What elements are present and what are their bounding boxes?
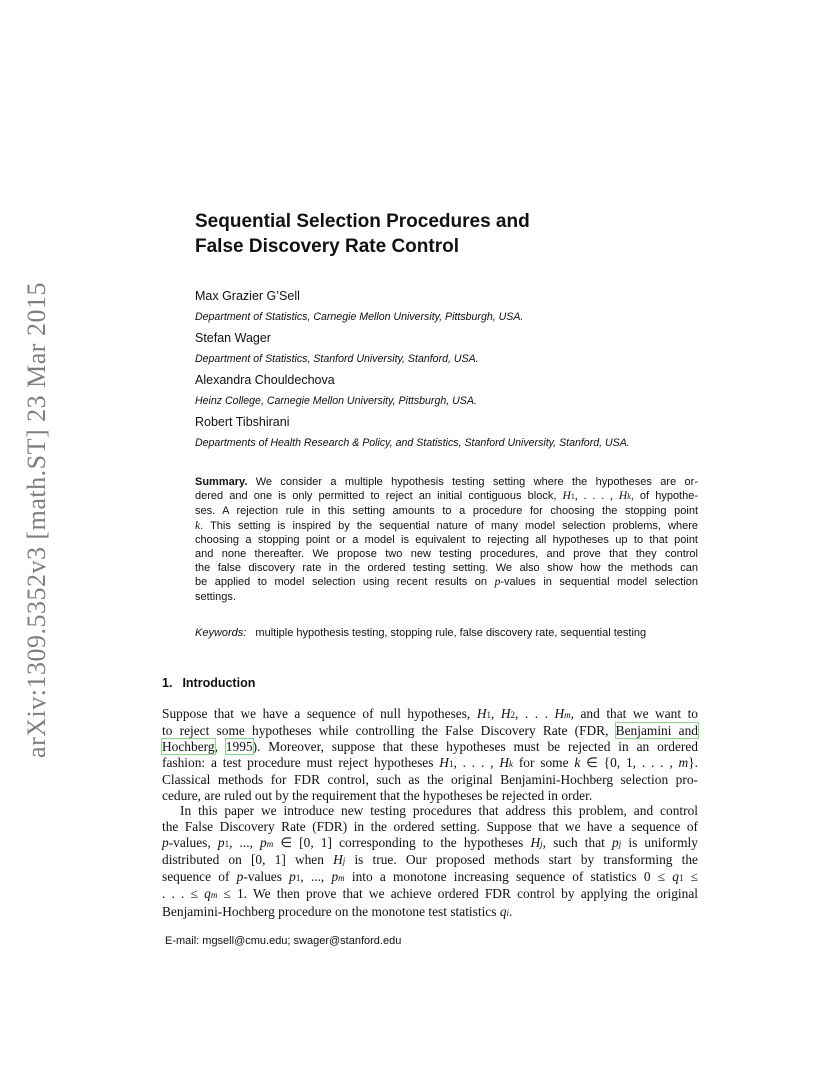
summary-line-1: We consider a multiple hypothesis testing setting where the hypotheses are or- xyxy=(255,476,698,488)
math-h1-hk: H xyxy=(562,490,571,503)
intro-paragraph-2: In this paper we introduce new testing procedures that address this problem, and control the False Discovery Rate (FDR) in the ordered setting. Suppose that we have a sequence of p-values, p1, ..., pm ∈ [0, 1] corresponding to the hypotheses Hj, such that pj is uniformly distributed on [0, 1] when Hj is true. Our proposed methods start by transforming the sequence of p-values p1, ..., pm into a monotone increasing sequence of statistics 0 ≤ q1 ≤ . . . ≤ qm ≤ 1. We then prove that we achieve ordered FDR control by applying the original Benjamini-Hochberg procedure on the monotone test statistics qi. xyxy=(162,803,698,919)
citation-link-benjamini[interactable]: Benjamini and xyxy=(615,723,698,739)
author-affiliation-2: Department of Statistics, Stanford University, Stanford, USA. xyxy=(195,353,479,365)
author-affiliation-4: Departments of Health Research & Policy, and Statistics, Stanford University, Stanford, USA. xyxy=(195,437,630,449)
author-name-1: Max Grazier G’Sell xyxy=(195,289,300,303)
keywords-label: Keywords: xyxy=(195,627,247,639)
section-number: 1. xyxy=(162,676,173,690)
author-name-3: Alexandra Chouldechova xyxy=(195,373,335,387)
summary-line-5: choosing a stopping point or a model is equivalent to rejecting all hypotheses up to that point xyxy=(195,533,698,546)
citation-link-hochberg[interactable]: Hochberg xyxy=(162,739,215,755)
section-heading-introduction xyxy=(162,676,255,690)
summary-line-6: and none thereafter. We propose two new testing procedures, and prove that they control xyxy=(195,548,698,561)
summary-line-2b: , of hypothe- xyxy=(630,490,699,503)
title-line-2: False Discovery Rate Control xyxy=(195,236,459,257)
section-title: Introduction xyxy=(182,676,256,690)
intro-paragraph-1: Suppose that we have a sequence of null hypotheses, H1, H2, . . . Hm, and that we want to to reject some hypotheses while controlling the False Discovery Rate (FDR, Benjamini and Hochberg, 1995). Moreover, suppose that these hypotheses must be rejected in an ordered fashion: a test procedure must reject hypotheses H1, . . . , Hk for some k ∈ {0, 1, . . . , m}. Classical methods for FDR control, such as the original Benjamini-Hochberg selection pro- cedure, are ruled out by the requirement that the hypotheses be rejected in order. xyxy=(162,706,698,804)
summary-line-7: the false discovery rate in the ordered testing setting. We also show how the methods can xyxy=(195,562,698,575)
author-affiliation-3: Heinz College, Carnegie Mellon University, Pittsburgh, USA. xyxy=(195,395,477,407)
paper-title xyxy=(195,209,675,259)
summary-line-8b: -values in sequential model selection xyxy=(500,576,699,589)
summary-line-4: . This setting is inspired by the sequential nature of many model selection problems, where xyxy=(200,519,698,532)
summary-line-3: ses. A rejection rule in this setting amounts to a procedure for choosing the stopping point xyxy=(195,505,698,518)
summary-line-9: settings. xyxy=(195,590,236,603)
author-name-2: Stefan Wager xyxy=(195,331,271,345)
abstract-summary: Summary. We consider a multiple hypothesis testing setting where the hypotheses are or- dered and one is only permitted to reject an initial contiguous block, H1, . . . , Hk, of hypothe- ses. A rejection rule in this setting amounts to a procedure for choosing the stopping point k. This setting is inspired by the sequential nature of many model selection problems, where choosing a stopping point or a model is equivalent to rejecting all hypotheses up to that point and none thereafter. We propose two new testing procedures, and prove that they control the false discovery rate in the ordered testing setting. We also show how the methods can be applied to model selection using recent results on p-values in sequential model selection settings. xyxy=(195,476,699,603)
arxiv-identifier-stamp xyxy=(0,0,60,1072)
arxiv-id-text: arXiv:1309.5352v3 [math.ST] 23 Mar 2015 xyxy=(22,282,51,758)
summary-line-2a: dered and one is only permitted to reject an initial contiguous block, xyxy=(195,490,557,503)
math-k: k xyxy=(195,519,201,532)
title-line-1: Sequential Selection Procedures and xyxy=(195,211,530,232)
keywords-text: multiple hypothesis testing, stopping rule, false discovery rate, sequential testing xyxy=(255,627,647,639)
summary-line-8a: be applied to model selection using recent results on xyxy=(195,576,488,589)
footnote-email: E-mail: mgsell@cmu.edu; swager@stanford.edu xyxy=(165,935,402,947)
citation-link-1995[interactable]: 1995 xyxy=(225,739,253,755)
summary-label: Summary. xyxy=(195,476,248,488)
author-name-4: Robert Tibshirani xyxy=(195,415,290,429)
author-affiliation-1: Department of Statistics, Carnegie Mellon University, Pittsburgh, USA. xyxy=(195,311,524,323)
keywords xyxy=(195,627,715,639)
